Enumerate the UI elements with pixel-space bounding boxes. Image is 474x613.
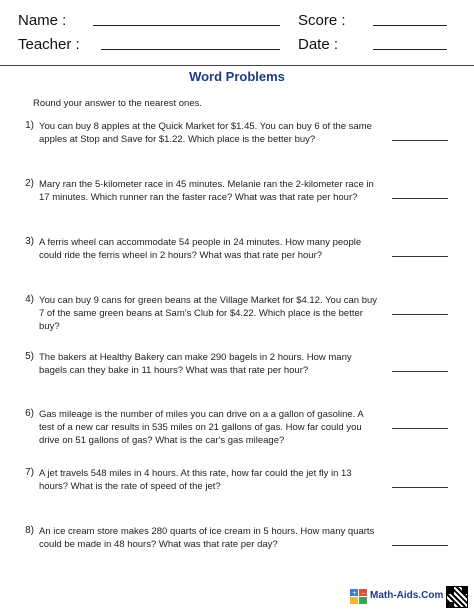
answer-line[interactable] xyxy=(392,256,448,257)
header-divider xyxy=(0,65,474,66)
answer-line[interactable] xyxy=(392,545,448,546)
teacher-label: Teacher : xyxy=(18,36,80,53)
problem-6 xyxy=(0,408,474,444)
brand-name: Math-Aids.Com xyxy=(370,590,444,601)
problem-7 xyxy=(0,467,474,503)
problem-text: An ice cream store makes 280 quarts of ice cream in 5 hours. How many quarts could be made in 48 hours? What was that rate per day? xyxy=(39,526,375,550)
svg-text:−: − xyxy=(361,590,367,597)
problem-number: 4) xyxy=(25,294,34,305)
date-label: Date : xyxy=(298,36,339,53)
problem-number: 2) xyxy=(25,178,34,189)
problem-5 xyxy=(0,351,474,387)
problem-text: You can buy 8 apples at the Quick Market for $1.45. You can buy 6 of the same apples at Stop and Save for $1.22. Which place is the better buy? xyxy=(39,121,372,145)
instructions: Round your answer to the nearest ones. xyxy=(33,98,202,109)
qr-code-icon xyxy=(446,586,468,608)
problem-text: A ferris wheel can accommodate 54 people in 24 minutes. How many people could ride the ferris wheel in 2 hours? What was that rate per hour? xyxy=(39,237,362,261)
answer-line[interactable] xyxy=(392,371,448,372)
answer-line[interactable] xyxy=(392,198,448,199)
problem-2 xyxy=(0,178,474,214)
problem-text: The bakers at Healthy Bakery can make 290 bagels in 2 hours. How many bagels can they bake in 11 hours? What was that rate per hour? xyxy=(39,352,352,376)
problem-number: 3) xyxy=(25,236,34,247)
problem-number: 7) xyxy=(25,467,34,478)
problem-3 xyxy=(0,236,474,272)
problem-4 xyxy=(0,294,474,330)
math-aids-logo-icon xyxy=(350,589,368,605)
answer-line[interactable] xyxy=(392,140,448,141)
answer-line[interactable] xyxy=(392,428,448,429)
worksheet-title: Word Problems xyxy=(189,69,285,84)
problem-8 xyxy=(0,525,474,561)
problem-text: A jet travels 548 miles in 4 hours. At this rate, how far could the jet fly in 13 hours? What is the rate of speed of the jet? xyxy=(39,468,352,492)
problem-number: 1) xyxy=(25,120,34,131)
answer-line[interactable] xyxy=(392,487,448,488)
problem-text: Mary ran the 5-kilometer race in 45 minutes. Melanie ran the 2-kilometer race in 17 minutes. Which runner ran the faster race? What was that rate per hour? xyxy=(39,179,374,203)
problem-1 xyxy=(0,120,474,156)
answer-line[interactable] xyxy=(392,314,448,315)
problem-number: 8) xyxy=(25,525,34,536)
score-label: Score : xyxy=(298,12,346,29)
name-field[interactable] xyxy=(93,25,280,26)
footer-brand xyxy=(350,586,468,608)
teacher-field[interactable] xyxy=(101,49,280,50)
problem-number: 6) xyxy=(25,408,34,419)
problem-text: You can buy 9 cans for green beans at the Village Market for $4.12. You can buy 7 of the same green beans at Sam's Club for $4.22. Which place is the better buy? xyxy=(39,295,378,332)
date-field[interactable] xyxy=(373,49,447,50)
score-field[interactable] xyxy=(373,25,447,26)
name-label: Name : xyxy=(18,12,67,29)
problem-text: Gas mileage is the number of miles you can drive on a a gallon of gasoline. A test of a new car results in 535 miles on 21 gallons of gas. How far could you drive on 51 gallons of gas? What is the car's gas mileage? xyxy=(39,409,364,446)
problem-number: 5) xyxy=(25,351,34,362)
svg-text:+: + xyxy=(352,590,358,597)
